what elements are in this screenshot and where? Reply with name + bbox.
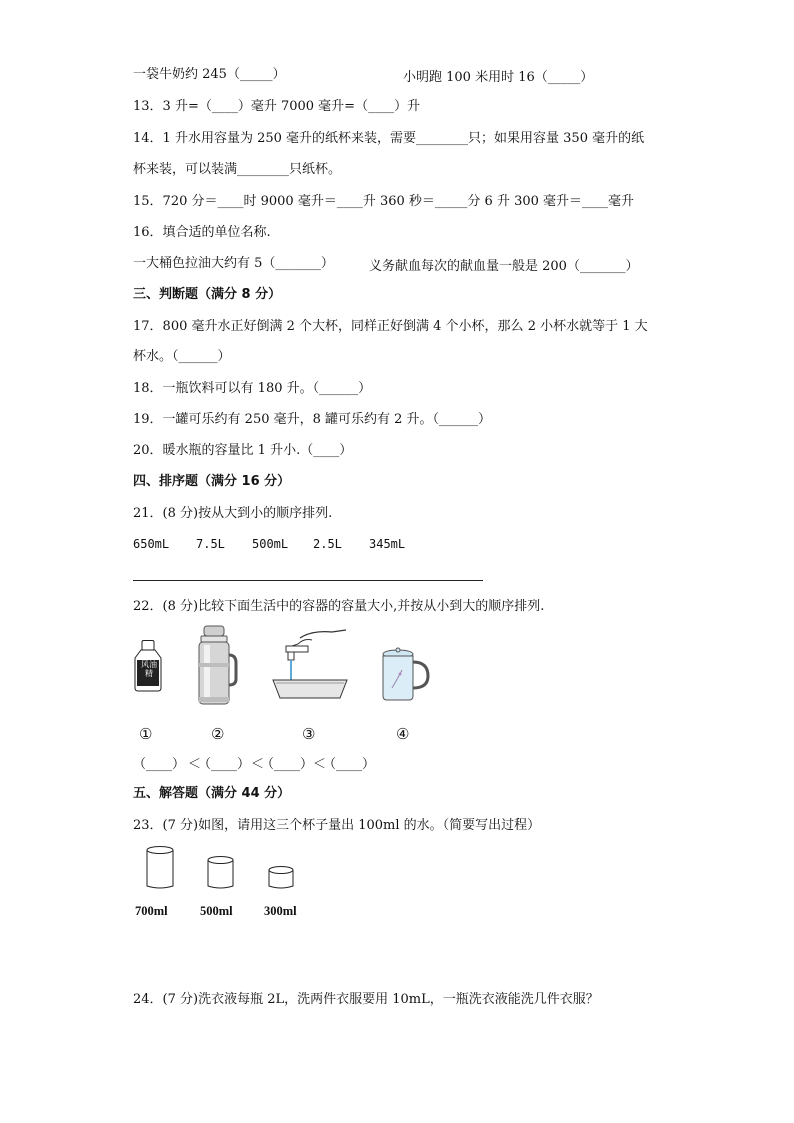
section-4-heading: 四、排序题（满分 16 分） — [133, 474, 291, 489]
q21-title: 21．(8 分)按从大到小的顺序排列. — [133, 506, 333, 521]
pitcher-image — [378, 648, 430, 702]
q22-blank-3: （____） — [261, 757, 314, 772]
q13: 13．3 升=（____）毫升 7000 毫升=（____）升 — [133, 99, 421, 114]
cup-700ml-image — [146, 846, 174, 890]
q21-item: 345mL — [369, 537, 406, 551]
q16-left: 一大桶色拉油大约有 5（_______） — [133, 256, 334, 271]
q22-blank-2: （____） — [198, 757, 251, 772]
q22-blank-1: （____） — [133, 757, 186, 772]
q21-item: 500mL — [252, 537, 289, 551]
q21-item: 7.5L — [196, 537, 225, 551]
q22-lt: ＜ — [251, 757, 265, 772]
q14-line2: 杯来装，可以装满________只纸杯。 — [133, 162, 342, 177]
q24: 24．(7 分)洗衣液每瓶 2L，洗两件衣服要用 10mL，一瓶洗衣液能洗几件衣服？ — [133, 992, 599, 1007]
q18: 18．一瓶饮料可以有 180 升。（______） — [133, 381, 372, 396]
q22-label-1: ① — [139, 725, 153, 743]
thermos-image — [195, 625, 237, 707]
section-3-heading: 三、判断题（满分 8 分） — [133, 287, 282, 302]
q22-label-2: ② — [211, 725, 225, 743]
cup-500ml-image — [207, 856, 234, 890]
q19: 19．一罐可乐约有 250 毫升，8 罐可乐约有 2 升。（______） — [133, 412, 492, 427]
q22-title: 22．(8 分)比较下面生活中的容器的容量大小,并按从小到大的顺序排列. — [133, 599, 545, 614]
q23-title: 23．(7 分)如图，请用这三个杯子量出 100ml 的水。（简要写出过程） — [133, 818, 541, 833]
q21-item: 650mL — [133, 537, 170, 551]
basin-faucet-image — [272, 628, 348, 700]
cup-label: 500ml — [200, 904, 233, 918]
q22-label-4: ④ — [396, 725, 410, 743]
cup-label: 700ml — [135, 904, 168, 918]
section-5-heading: 五、解答题（满分 44 分） — [133, 786, 291, 801]
q12-left: 一袋牛奶约 245（_____） — [133, 67, 286, 82]
q16-right: 义务献血每次的献血量一般是 200（_______） — [369, 259, 639, 274]
oil-bottle-label: 风油精 — [141, 660, 157, 678]
q17-line1: 17．800 毫升水正好倒满 2 个大杯，同样正好倒满 4 个小杯，那么 2 小杯水就等于 1 大 — [133, 319, 648, 334]
q15: 15．720 分＝____时 9000 毫升＝____升 360 秒＝_____分 6 升 300 毫升＝____毫升 — [133, 194, 635, 209]
cup-label: 300ml — [264, 904, 297, 918]
q22-label-3: ③ — [302, 725, 316, 743]
q22-lt: ＜ — [313, 757, 327, 772]
q22-blank-4: （____） — [323, 757, 376, 772]
q22-lt: ＜ — [188, 757, 202, 772]
q14-line1: 14．1 升水用容量为 250 毫升的纸杯来装，需要________只；如果用容量 350 毫升的纸 — [133, 131, 645, 146]
q20: 20．暖水瓶的容量比 1 升小.（____） — [133, 443, 353, 458]
q12-right: 小明跑 100 米用时 16（_____） — [403, 70, 594, 85]
q17-line2: 杯水。（______） — [133, 349, 231, 364]
q21-answer-line — [133, 580, 483, 581]
q21-item: 2.5L — [313, 537, 342, 551]
cup-300ml-image — [268, 866, 294, 890]
q16-title: 16．填合适的单位名称. — [133, 225, 271, 240]
